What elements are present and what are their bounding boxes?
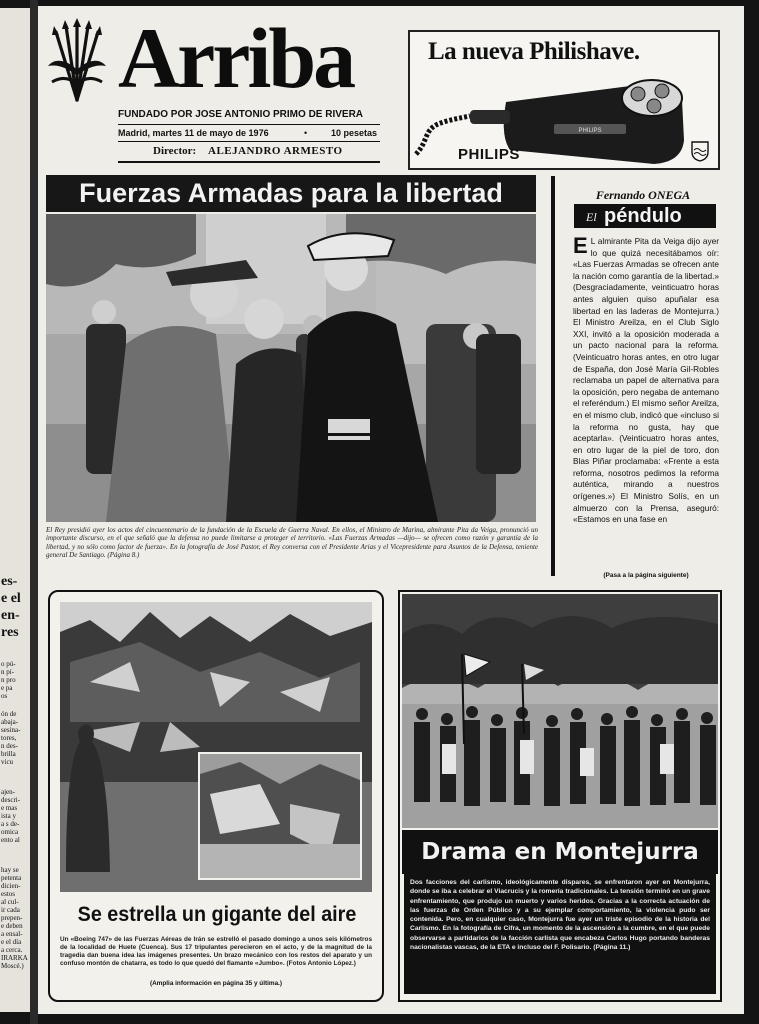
crash-inset-photo: [198, 752, 362, 880]
column-author: Fernando ONEGA: [595, 188, 691, 202]
masthead-separator: •: [304, 128, 308, 138]
masthead-dateline: Madrid, martes 11 de mayo de 1976: [118, 128, 269, 138]
crash-headline: Se estrella un gigante del aire: [77, 903, 357, 926]
philips-shield-logo: [690, 140, 710, 162]
column-continued: (Pasa a la página siguiente): [603, 572, 689, 579]
shaver-brand-label: PHILIPS: [578, 128, 602, 134]
montejurra-story-box: [398, 590, 722, 1002]
ad-brand: PHILIPS: [458, 146, 520, 163]
page-spine: [30, 0, 38, 1024]
previous-page-edge: [0, 8, 33, 1012]
masthead-director-label: Director:: [153, 145, 197, 157]
newspaper-page: [38, 6, 744, 1014]
lead-photo-caption: El Rey presidió ayer los actos del cincuentenario de la fundación de la Escuela de Guerra Naval. En ellos, el Ministro de Marina, almirante Pita da Veiga, pronunció un importante discurso, en el que señaló que la defensa no puede limitarse a proteger el territorio. «Las Fuerzas Armadas —dijo— se ofrecen como razón y garantía de la libertad, y no sólo como factor de fuerza». En la fotografía de José Pastor, el Rey conversa con el Presidente Arias y el Vicepresidente para Asuntos de la Defensa, teniente general De Santiago. (Página 8.): [46, 526, 538, 559]
column-title-banner: [574, 204, 716, 228]
philishave-advertisement: [408, 30, 720, 170]
previous-page-big-text: es- e el en- res: [1, 574, 21, 640]
masthead-rule: [118, 141, 380, 142]
montejurra-crowd-photo: [402, 594, 718, 828]
previous-page-text-fragment: ajen- descri- e mas ista y a s de- omica ento al: [1, 788, 21, 844]
crash-story-box: [48, 590, 384, 1002]
yoke-and-arrows-emblem: [46, 18, 108, 110]
column-kicker: El: [586, 210, 597, 224]
masthead-subtitle: FUNDADO POR JOSE ANTONIO PRIMO DE RIVERA: [118, 109, 364, 120]
lead-photo-king-and-officers: [46, 214, 536, 522]
column-divider: [551, 176, 555, 576]
masthead-rule: [118, 161, 380, 163]
masthead-title: Arriba: [118, 10, 354, 106]
column-title: péndulo: [604, 205, 682, 227]
crash-body: Un «Boeing 747» de las Fuerzas Aéreas de Irán se estrelló el pasado domingo a unos seis kilómetros de la localidad de Huete (Cuenca). Sus 17 tripulantes perecieron en el acto, y de la magnitud de la tragedia dan buena idea las imágenes presentes. Un brazo mecánico con los restos del aparato y un confuso montón de chatarra, es todo lo que quedó del flamante «Jumbo». (Fotos Antonio López.): [60, 936, 372, 967]
previous-page-text-fragment: o pú- n pí- n pro e pa os: [1, 660, 16, 700]
montejurra-body: Dos facciones del carlismo, ideológicamente dispares, se enfrentaron ayer en Montejurra, donde se iba a celebrar el Viacrucis y la romería tradicionales. La tensión terminó en un grave enfrentamiento, que produjo un muerto y varios heridos. Gracias a la correcta actuación de las fuerzas de Orden Público y a su ejemplar comportamiento, la violencia pudo ser contenida. Pero, en cualquier caso, Montejurra fue ayer un triste episodio de la historia del Carlismo. En la fotografía de Cifra, un momento de la ascensión a la cumbre, en el que puede observarse a partidarios de la facción carlista que encabeza Carlos Hugo portando banderas nacionalistas vascas, de la ETA e incluso del F. Polisario. (Página 11.): [410, 879, 710, 952]
masthead-rule: [118, 124, 380, 125]
montejurra-headline: Drama en Montejurra: [402, 830, 718, 874]
lead-headline: Fuerzas Armadas para la libertad: [46, 175, 536, 212]
crash-more-info: (Amplia información en página 35 y última.): [149, 980, 283, 987]
masthead-director-name: ALEJANDRO ARMESTO: [208, 145, 343, 157]
masthead-price: 10 pesetas: [331, 128, 378, 138]
previous-page-text-fragment: hay se petenta dicien- estos al cul- ir cada prepen- e deben a ensal- e el día a cerca. IRARKA Moscé.): [1, 866, 28, 970]
column-body-text: L almirante Pita da Veiga dijo ayer lo que quizá necesitábamos oír: «Las Fuerzas Armadas se ofrecen ante la nación como garantía de la libertad.» (Desgraciadamente, veinticuatro horas antes alguien quiso apuñalar esa libertad en las laderas de Montejurra.) El Ministro Areilza, en el Club Siglo XXI, invitó a la oposición moderada a un pacto nacional para la reforma. (Veinticuatro horas antes, en otro lugar de España, don José María Gil-Robles reclamaba un papel de alternativa para la oposición, pero negaba de antemano el referéndum.) El mismo señor Areilza, en el mismo club, indicó que «incluso si la reforma no gusta, hay que aceptarla». (Veinticuatro horas antes, en otro lugar de la piel de toro, don Blas Piñar proclamaba: «Frente a esta reforma, nosotros pedimos la reforma auténtica, mirando a nuestros orígenes.») El Ministro Solís, en un almuerzo con la Prensa, aseguró: «Estamos en una fase en: [573, 236, 719, 525]
previous-page-text-fragment: ón de abaja- sesina- tores, n des- brilla vicu: [1, 710, 21, 766]
column-dropcap: E: [573, 236, 588, 258]
ad-headline: La nueva Philishave.: [428, 38, 640, 65]
column-body: [573, 236, 719, 570]
